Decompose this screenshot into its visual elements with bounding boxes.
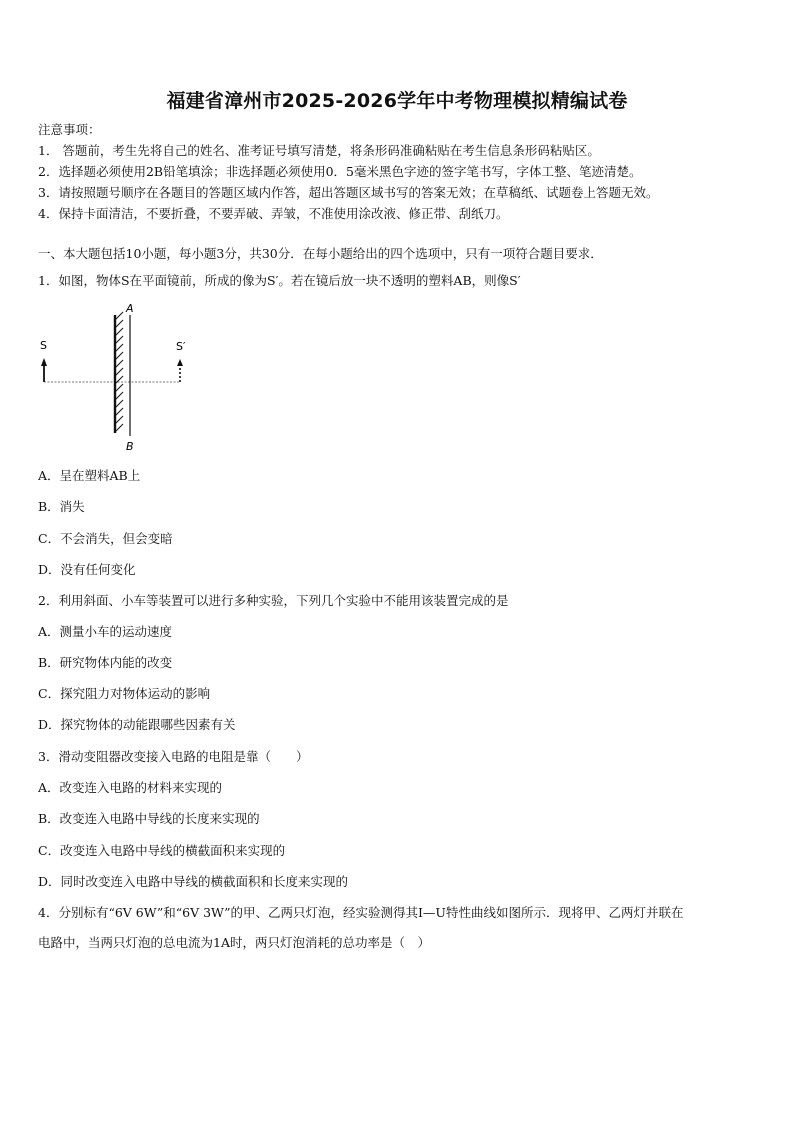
q3-option-d: D．同时改变连入电路中导线的横截面积和长度来实现的 bbox=[38, 874, 349, 889]
q1-option-d: D．没有任何变化 bbox=[38, 562, 136, 577]
question-1-stem: 1．如图，物体S在平面镜前，所成的像为S′。若在镜后放一块不透明的塑料AB，则像S′ bbox=[38, 273, 521, 288]
q1-option-a: A．呈在塑料AB上 bbox=[38, 468, 141, 483]
section-heading: 一、本大题包括10小题，每小题3分，共30分．在每小题给出的四个选项中，只有一项符合题目要求． bbox=[38, 246, 603, 261]
notice-item-4: 4．保持卡面清洁，不要折叠，不要弄破、弄皱，不准使用涂改液、修正带、刮纸刀。 bbox=[38, 206, 509, 221]
question-2-stem: 2．利用斜面、小车等装置可以进行多种实验，下列几个实验中不能用该装置完成的是 bbox=[38, 593, 509, 608]
question-3-stem: 3．滑动变阻器改变接入电路的电阻是靠（ ） bbox=[38, 749, 309, 764]
label-a: A bbox=[126, 302, 134, 315]
question-4-stem-line-2: 电路中，当两只灯泡的总电流为1A时，两只灯泡消耗的总功率是（ ） bbox=[38, 935, 430, 950]
image-arrowhead bbox=[177, 359, 183, 366]
q2-option-b: B．研究物体内能的改变 bbox=[38, 655, 173, 670]
label-s: S bbox=[40, 339, 47, 352]
mirror-diagram bbox=[30, 298, 200, 458]
q3-option-b: B．改变连入电路中导线的长度来实现的 bbox=[38, 811, 260, 826]
notice-heading: 注意事项： bbox=[38, 122, 101, 137]
notice-item-3: 3．请按照题号顺序在各题目的答题区域内作答，超出答题区域书写的答案无效；在草稿纸、试题卷上答题无效。 bbox=[38, 185, 659, 200]
object-arrowhead bbox=[41, 358, 47, 366]
label-s-image: S′ bbox=[176, 340, 186, 353]
q1-option-b: B．消失 bbox=[38, 499, 85, 514]
mirror-diagram-svg bbox=[30, 298, 200, 458]
q2-option-a: A．测量小车的运动速度 bbox=[38, 624, 173, 639]
label-b: B bbox=[126, 440, 134, 453]
q2-option-c: C．探究阻力对物体运动的影响 bbox=[38, 686, 211, 701]
q3-option-c: C．改变连入电路中导线的横截面积来实现的 bbox=[38, 843, 286, 858]
page-title: 福建省漳州市2025-2026学年中考物理模拟精编试卷 bbox=[166, 90, 628, 112]
question-4-stem-line-1: 4．分别标有“6V 6W”和“6V 3W”的甲、乙两只灯泡，经实验测得其I—U特性曲线如图所示．现将甲、乙两灯并联在 bbox=[38, 905, 684, 920]
q1-option-c: C．不会消失，但会变暗 bbox=[38, 531, 173, 546]
notice-item-2: 2．选择题必须使用2B铅笔填涂；非选择题必须使用0．5毫米黑色字迹的签字笔书写，字体工整、笔迹清楚。 bbox=[38, 164, 642, 179]
q3-option-a: A．改变连入电路的材料来实现的 bbox=[38, 780, 223, 795]
notice-item-1: 1． 答题前，考生先将自己的姓名、准考证号填写清楚，将条形码准确粘贴在考生信息条形码粘贴区。 bbox=[38, 143, 600, 158]
q2-option-d: D．探究物体的动能跟哪些因素有关 bbox=[38, 717, 236, 732]
